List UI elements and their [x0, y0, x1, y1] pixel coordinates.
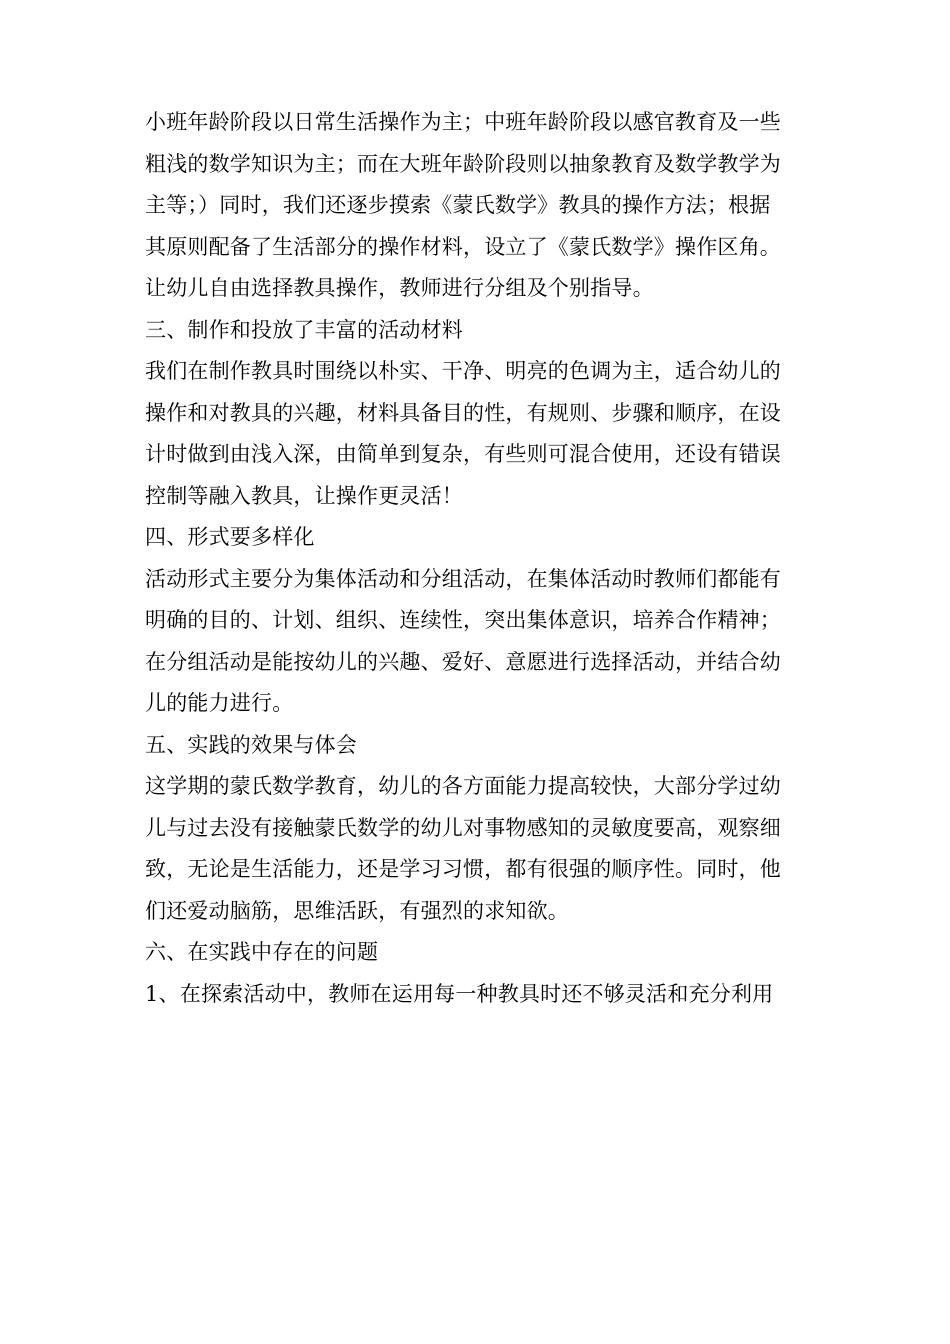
- paragraph-line: 其原则配备了生活部分的操作材料，设立了《蒙氏数学》操作区角。: [145, 234, 781, 259]
- paragraph-line: 儿的能力进行。: [145, 691, 294, 715]
- section-heading-6: 六、在实践中存在的问题: [145, 940, 379, 964]
- paragraph-line: 小班年龄阶段以日常生活操作为主；中班年龄阶段以感官教育及一些: [145, 110, 781, 134]
- paragraph-line: 们还爱动脑筋，思维活跃，有强烈的求知欲。: [145, 898, 569, 923]
- list-item-1: 1、在探索活动中，教师在运用每一种教具时还不够灵活和充分利用: [145, 981, 774, 1006]
- paragraph-line: 操作和对教具的兴趣，材料具备目的性，有规则、步骤和顺序，在设: [145, 400, 781, 425]
- section-heading-3: 三、制作和投放了丰富的活动材料: [145, 317, 463, 342]
- section-heading-4: 四、形式要多样化: [145, 525, 315, 549]
- paragraph-line: 控制等融入教具，让操作更灵活！: [145, 483, 463, 508]
- paragraph-line: 粗浅的数学知识为主；而在大班年龄阶段则以抽象教育及数学教学为: [145, 151, 781, 176]
- paragraph-line: 主等；）同时，我们还逐步摸索《蒙氏数学》教具的操作方法；根据: [145, 193, 771, 217]
- paragraph-line: 活动形式主要分为集体活动和分组活动，在集体活动时教师们都能有: [145, 566, 781, 591]
- paragraph-line: 我们在制作教具时围绕以朴实、干净、明亮的色调为主，适合幼儿的: [145, 359, 781, 383]
- section-heading-5: 五、实践的效果与体会: [145, 732, 357, 757]
- paragraph-line: 让幼儿自由选择教具操作，教师进行分组及个别指导。: [145, 276, 654, 300]
- paragraph-line: 这学期的蒙氏数学教育，幼儿的各方面能力提高较快，大部分学过幼: [145, 774, 781, 798]
- paragraph-line: 儿与过去没有接触蒙氏数学的幼儿对事物感知的灵敏度要高，观察细: [145, 815, 781, 840]
- paragraph-line: 计时做到由浅入深，由简单到复杂，有些则可混合使用，还设有错误: [145, 442, 781, 466]
- document-page: [145, 102, 815, 1015]
- paragraph-line: 在分组活动是能按幼儿的兴趣、爱好、意愿进行选择活动，并结合幼: [145, 649, 781, 674]
- paragraph-line: 致，无论是生活能力，还是学习习惯，都有很强的顺序性。同时，他: [145, 857, 781, 881]
- paragraph-line: 明确的目的、计划、组织、连续性，突出集体意识，培养合作精神；: [145, 608, 781, 632]
